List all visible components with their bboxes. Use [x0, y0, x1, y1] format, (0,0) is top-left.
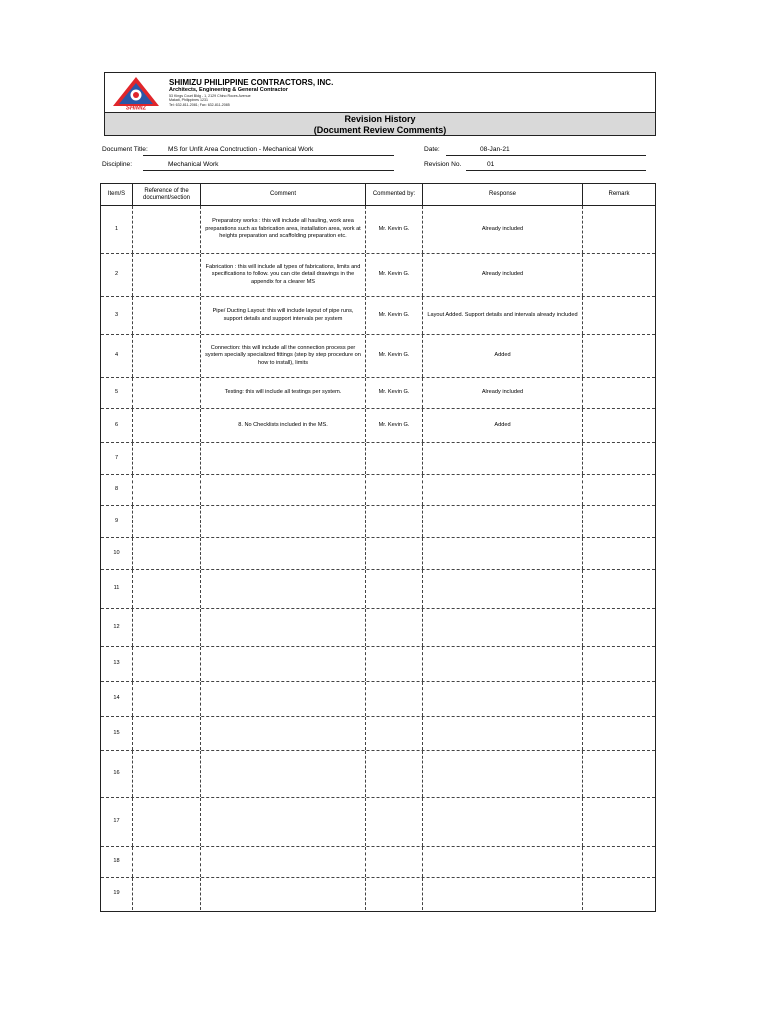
cell-commented-by — [366, 443, 423, 474]
cell-reference — [133, 878, 201, 910]
revision-underline — [466, 170, 646, 171]
cell-reference — [133, 254, 201, 296]
company-header — [105, 73, 655, 111]
cell-commented-by: Mr. Kevin G. — [366, 297, 423, 334]
cell-remark — [583, 647, 655, 681]
cell-comment — [201, 647, 366, 681]
cell-response: Added — [423, 335, 583, 377]
cell-comment: Pipe/ Ducting Layout: this will include layout of pipe runs, support details and support intervals per system — [201, 297, 366, 334]
cell-reference — [133, 297, 201, 334]
table-row — [101, 206, 655, 254]
cell-reference — [133, 409, 201, 442]
discipline-value: Mechanical Work — [168, 161, 219, 168]
header-reference: Reference of the document/section — [133, 184, 201, 205]
cell-response — [423, 682, 583, 716]
cell-comment — [201, 538, 366, 569]
table-row — [101, 409, 655, 443]
date-label: Date: — [424, 146, 440, 153]
cell-comment — [201, 717, 366, 750]
cell-comment — [201, 506, 366, 537]
revision-value: 01 — [487, 161, 495, 168]
cell-reference — [133, 443, 201, 474]
cell-item: 6 — [101, 409, 133, 442]
cell-response — [423, 847, 583, 877]
table-row — [101, 717, 655, 751]
cell-reference — [133, 717, 201, 750]
cell-item: 12 — [101, 609, 133, 646]
cell-commented-by — [366, 506, 423, 537]
table-row — [101, 847, 655, 878]
header-comment: Comment — [201, 184, 366, 205]
cell-response — [423, 647, 583, 681]
table-row — [101, 254, 655, 297]
cell-remark — [583, 206, 655, 253]
cell-comment — [201, 570, 366, 608]
cell-remark — [583, 443, 655, 474]
cell-comment — [201, 878, 366, 910]
cell-item: 17 — [101, 798, 133, 846]
cell-response: Already included — [423, 254, 583, 296]
address-line: 53 Kings Court Bldg - 1, 2129 Chino Roces Avenue — [169, 94, 251, 98]
address-line: Makati, Philippines 1231 — [169, 98, 208, 103]
table-row — [101, 443, 655, 475]
cell-commented-by — [366, 570, 423, 608]
cell-remark — [583, 409, 655, 442]
cell-response — [423, 751, 583, 797]
cell-commented-by: Mr. Kevin G. — [366, 254, 423, 296]
company-subtitle: Architects, Engineering & General Contractor — [169, 87, 288, 93]
document-title-label: Document Title: — [102, 146, 148, 153]
cell-commented-by: Mr. Kevin G. — [366, 206, 423, 253]
cell-response — [423, 506, 583, 537]
revision-label: Revision No. — [424, 161, 462, 168]
cell-item: 11 — [101, 570, 133, 608]
cell-item: 5 — [101, 378, 133, 408]
address-line: Tel: 632-811-2081; Fax: 632-811-2085 — [169, 102, 230, 107]
discipline-label: Discipline: — [102, 161, 133, 168]
svg-text:SHIMIZ: SHIMIZ — [125, 105, 147, 110]
cell-response: Already included — [423, 206, 583, 253]
header-response: Response — [423, 184, 583, 205]
company-address — [169, 94, 251, 107]
document-title-value: MS for Unfit Area Conctruction - Mechanical Work — [168, 146, 314, 153]
cell-response — [423, 475, 583, 505]
table-row — [101, 682, 655, 717]
cell-comment — [201, 798, 366, 846]
cell-reference — [133, 647, 201, 681]
cell-comment — [201, 609, 366, 646]
cell-remark — [583, 335, 655, 377]
table-row — [101, 798, 655, 847]
cell-remark — [583, 378, 655, 408]
cell-item: 3 — [101, 297, 133, 334]
cell-remark — [583, 609, 655, 646]
cell-commented-by: Mr. Kevin G. — [366, 335, 423, 377]
discipline-underline — [143, 170, 394, 171]
cell-response — [423, 609, 583, 646]
header-item: Item/S — [101, 184, 133, 205]
cell-reference — [133, 475, 201, 505]
cell-reference — [133, 538, 201, 569]
document-title-band — [105, 112, 655, 135]
cell-remark — [583, 475, 655, 505]
table-row — [101, 297, 655, 335]
cell-comment — [201, 682, 366, 716]
cell-reference — [133, 682, 201, 716]
cell-commented-by — [366, 717, 423, 750]
title-line-1: Revision History — [344, 114, 416, 124]
document-title-underline — [143, 155, 394, 156]
table-row — [101, 570, 655, 609]
cell-item: 10 — [101, 538, 133, 569]
cell-comment: Connection: this will include all the connection process per system specially specialized fittings (step by step procedure on how to install), limits — [201, 335, 366, 377]
revision-table — [100, 183, 656, 912]
cell-reference — [133, 798, 201, 846]
cell-item: 2 — [101, 254, 133, 296]
table-row — [101, 538, 655, 570]
cell-item: 7 — [101, 443, 133, 474]
cell-comment: Preparatory works : this will include all hauling, work area preparations such as fabrication area, installation area, work at heights preparation and scaffolding preparation etc. — [201, 206, 366, 253]
cell-reference — [133, 378, 201, 408]
cell-remark — [583, 682, 655, 716]
cell-response — [423, 717, 583, 750]
cell-commented-by — [366, 475, 423, 505]
cell-item: 16 — [101, 751, 133, 797]
table-row — [101, 878, 655, 910]
header-remark: Remark — [608, 191, 630, 197]
cell-item: 18 — [101, 847, 133, 877]
cell-comment — [201, 751, 366, 797]
cell-reference — [133, 847, 201, 877]
table-row — [101, 647, 655, 682]
table-row — [101, 751, 655, 798]
cell-remark — [583, 751, 655, 797]
cell-commented-by: Mr. Kevin G. — [366, 409, 423, 442]
table-row — [101, 609, 655, 647]
cell-item: 19 — [101, 878, 133, 910]
table-row — [101, 475, 655, 506]
cell-item: 9 — [101, 506, 133, 537]
cell-item: 1 — [101, 206, 133, 253]
cell-response — [423, 443, 583, 474]
cell-remark — [583, 878, 655, 910]
cell-reference — [133, 570, 201, 608]
cell-commented-by — [366, 878, 423, 910]
cell-item: 15 — [101, 717, 133, 750]
header-commented-by: Commented by: — [366, 184, 423, 205]
cell-remark — [583, 538, 655, 569]
cell-remark — [583, 717, 655, 750]
cell-response — [423, 538, 583, 569]
cell-remark — [583, 506, 655, 537]
cell-reference — [133, 751, 201, 797]
cell-commented-by: Mr. Kevin G. — [366, 378, 423, 408]
company-logo-icon — [109, 76, 163, 110]
table-header-row — [101, 184, 655, 206]
cell-remark — [583, 798, 655, 846]
cell-item: 8 — [101, 475, 133, 505]
title-line-2: (Document Review Comments) — [313, 124, 447, 135]
company-name: SHIMIZU PHILIPPINE CONTRACTORS, INC. — [169, 78, 334, 87]
cell-reference — [133, 206, 201, 253]
cell-reference — [133, 335, 201, 377]
cell-commented-by — [366, 609, 423, 646]
table-row — [101, 378, 655, 409]
letterhead — [104, 72, 656, 136]
cell-commented-by — [366, 751, 423, 797]
cell-remark — [583, 254, 655, 296]
cell-comment: Testing: this will include all testings per system. — [201, 378, 366, 408]
cell-response — [423, 798, 583, 846]
cell-item: 13 — [101, 647, 133, 681]
cell-commented-by — [366, 682, 423, 716]
cell-commented-by — [366, 647, 423, 681]
cell-comment: Fabrication : this will include all types of fabrications, limits and specifications to follow. you can cite detail drawings in the appendix for a clearer MS — [201, 254, 366, 296]
date-value: 08-Jan-21 — [480, 146, 510, 153]
cell-response: Already included — [423, 378, 583, 408]
cell-remark — [583, 570, 655, 608]
cell-comment: 8. No Checklists included in the MS. — [201, 409, 366, 442]
table-row — [101, 506, 655, 538]
cell-remark — [583, 847, 655, 877]
cell-reference — [133, 609, 201, 646]
cell-response: Layout Added. Support details and intervals already included — [423, 297, 583, 334]
cell-comment — [201, 475, 366, 505]
cell-comment — [201, 443, 366, 474]
cell-item: 14 — [101, 682, 133, 716]
cell-reference — [133, 506, 201, 537]
cell-item: 4 — [101, 335, 133, 377]
cell-response: Added — [423, 409, 583, 442]
date-underline — [446, 155, 646, 156]
table-row — [101, 335, 655, 378]
cell-commented-by — [366, 538, 423, 569]
cell-commented-by — [366, 798, 423, 846]
cell-response — [423, 878, 583, 910]
cell-remark — [583, 297, 655, 334]
cell-response — [423, 570, 583, 608]
cell-commented-by — [366, 847, 423, 877]
cell-comment — [201, 847, 366, 877]
